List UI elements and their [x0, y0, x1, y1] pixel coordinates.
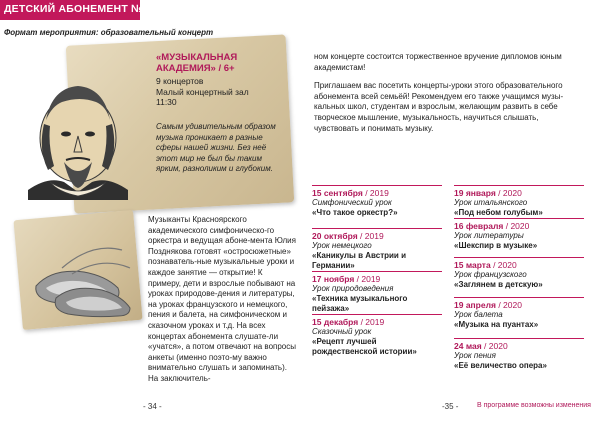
program-change-note: В программе возможны изменения: [477, 402, 591, 409]
schedule-year: / 2020: [495, 300, 522, 310]
schedule-lesson-type: Урок немецкого: [312, 241, 372, 250]
shakespeare-portrait-image: [8, 40, 146, 200]
schedule-day-month: 19 января: [454, 188, 496, 198]
schedule-day-month: 15 марта: [454, 260, 491, 270]
event-title: [156, 52, 276, 74]
schedule-concert-name: «Её величество опера»: [454, 361, 547, 370]
schedule-year: / 2020: [503, 221, 530, 231]
schedule-concert-name: «Техника музыкального пейзажа»: [312, 294, 408, 313]
schedule-date: [454, 300, 584, 310]
schedule-item: [312, 228, 442, 271]
schedule-day-month: 16 февраля: [454, 221, 504, 231]
schedule-concert-name: «Рецепт лучшей рождественской истории»: [312, 337, 417, 356]
schedule-day-month: 24 мая: [454, 341, 482, 351]
schedule-date: [312, 188, 442, 198]
schedule-date: [312, 317, 442, 327]
schedule-year: / 2020: [490, 260, 517, 270]
event-time: 11:30: [156, 97, 177, 107]
schedule-lesson-type: Сказочный урок: [312, 327, 372, 336]
schedule-year: / 2020: [481, 341, 508, 351]
schedule-lesson-type: Урок литературы: [454, 231, 524, 240]
event-title-line1: «МУЗЫКАЛЬНАЯ: [156, 52, 238, 63]
schedule-concert-name: «Каникулы в Австрии и Германии»: [312, 251, 406, 270]
schedule-day-month: 19 апреля: [454, 300, 496, 310]
schedule-concert-name: «Заглянем в детскую»: [454, 280, 543, 289]
schedule-lesson-type: Урок итальянского: [454, 198, 528, 207]
schedule-column-left: [312, 185, 442, 357]
schedule-concert-name: «Шекспир в музыке»: [454, 241, 538, 250]
schedule-lesson-type: Симфонический урок: [312, 198, 392, 207]
description-text-left: Музыканты Красноярского академического симфоническо-го оркестра и ведущая абоне-мента Юлия Позднякова готовят «остросюжетные» познаватель-ные музыкальные уроки и каждое занятие — открытие! К примеру, дети и взрослые побывают на уроках природове-дения и литературы, на уроках французского и немецкого, пения и балета, на симфоническом и сказочном уроках и т.д. На всех концертах абонемента слушате-ли «учатся», а потом отвечают на вопросы анкеты (именно поэто-му важно внимательно слушать и запоминать). На заключитель-: [148, 215, 297, 383]
schedule-lesson-type: Урок французского: [454, 270, 527, 279]
schedule-lesson-type: Урок балета: [454, 310, 503, 319]
page-number-right: -35 -: [442, 402, 459, 411]
invitation-paragraph: Приглашаем вас посетить концерты-уроки этого образовательного абонемента всей семьёй! Рекомендуем его также учащимся музы-кальных школ, студентам и взрослым, желающим развить в себе творческое мышление, музыкальность, научиться слышать, чувствовать и понимать музыку.: [314, 81, 564, 133]
schedule-year: / 2019: [362, 188, 389, 198]
event-format: Формат мероприятия: образовательный концерт: [4, 28, 214, 37]
schedule-item: [454, 218, 584, 257]
schedule-date: [454, 188, 584, 198]
schedule-date: [312, 231, 442, 241]
schedule-column-right: [454, 185, 584, 374]
schedule-year: / 2019: [357, 231, 384, 241]
schedule-concert-name: «Музыка на пуантах»: [454, 320, 539, 329]
event-title-line2: АКАДЕМИЯ» / 6+: [156, 63, 235, 74]
schedule-item: [454, 185, 584, 218]
schedule-item: [454, 338, 584, 374]
schedule-item: [454, 297, 584, 338]
event-details: [156, 76, 281, 108]
pointe-shoes-image: [22, 228, 140, 324]
schedule-concert-name: «Что такое оркестр?»: [312, 208, 398, 217]
page-number-left: - 34 -: [143, 402, 162, 411]
schedule-date: [454, 260, 584, 270]
schedule-item: [312, 314, 442, 357]
event-hall: Малый концертный зал: [156, 86, 249, 97]
schedule-day-month: 20 октября: [312, 231, 358, 241]
page-title: ДЕТСКИЙ АБОНЕМЕНТ № 2: [4, 3, 153, 15]
schedule-item: [312, 185, 442, 228]
schedule-date: [454, 221, 584, 231]
description-text-right: [314, 52, 574, 142]
schedule-concert-name: «Под небом голубым»: [454, 208, 543, 217]
schedule-item: [454, 257, 584, 297]
schedule-lesson-type: Урок пения: [454, 351, 496, 360]
description-paragraph: ном концерте состоится торжественное вручение дипломов юным академистам!: [314, 52, 562, 72]
schedule-year: / 2020: [495, 188, 522, 198]
schedule-day-month: 15 сентября: [312, 188, 363, 198]
schedule-day-month: 17 ноября: [312, 274, 355, 284]
schedule-year: / 2019: [354, 274, 381, 284]
schedule-lesson-type: Урок природоведения: [312, 284, 394, 293]
schedule-year: / 2019: [358, 317, 385, 327]
event-quote: Самым удивительным образом музыка проникает в разные сферы нашей жизни. Без неё этот мир не был бы таким ярким, разноликим и глубоким.: [156, 122, 276, 173]
schedule-date: [312, 274, 442, 284]
schedule-day-month: 15 декабря: [312, 317, 359, 327]
event-concert-count: 9 концертов: [156, 76, 204, 86]
schedule-item: [312, 271, 442, 314]
schedule-date: [454, 341, 584, 351]
